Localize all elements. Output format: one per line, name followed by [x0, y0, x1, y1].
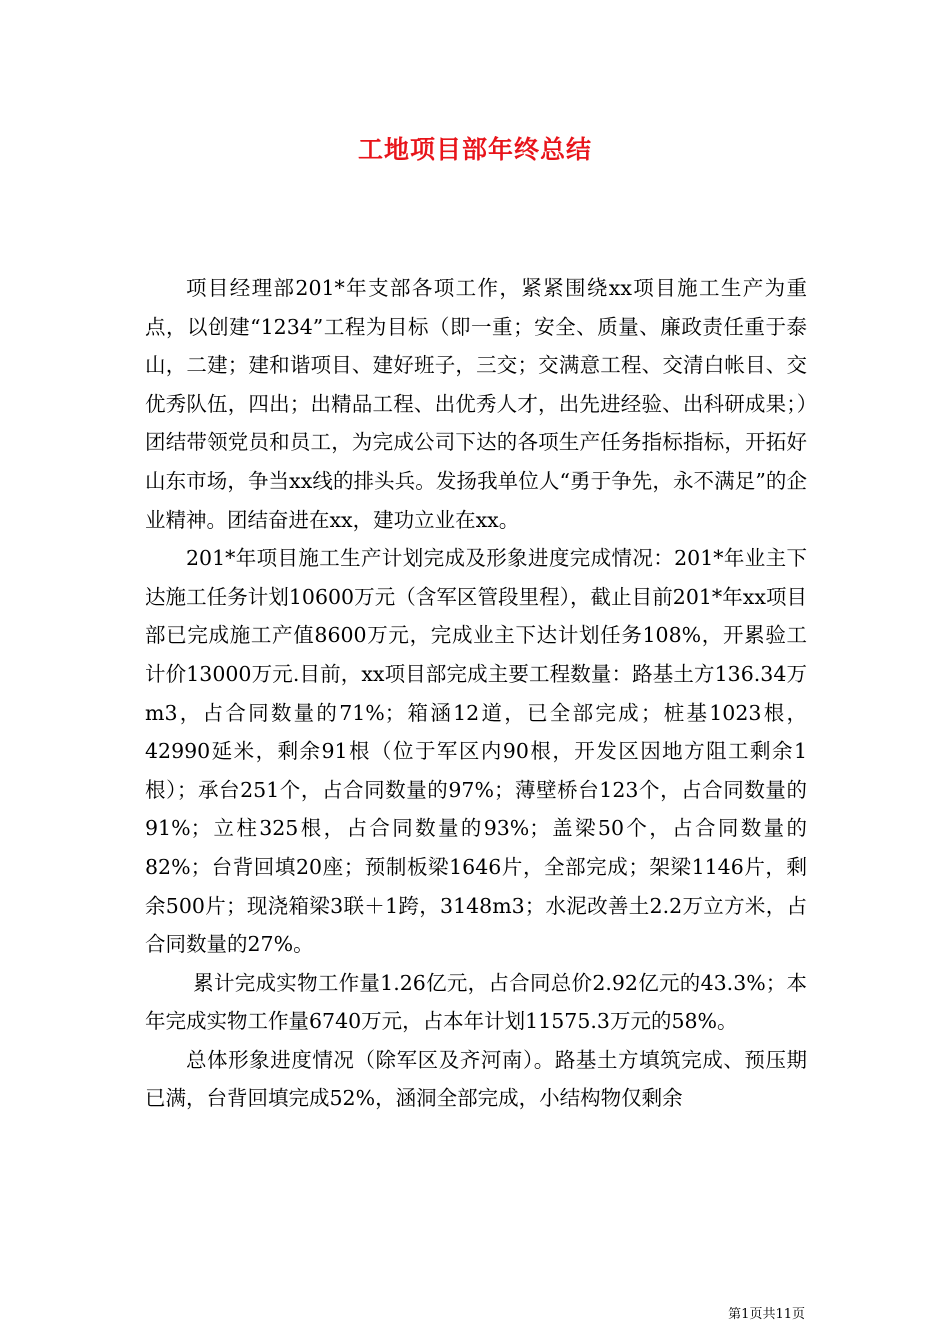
document-title: 工地项目部年终总结 — [357, 135, 592, 164]
paragraph-intro: 项目经理部201*年支部各项工作，紧紧围绕xx项目施工生产为重点，以创建“1234”工程为目标（即一重；安全、质量、廉政责任重于泰山，二建；建和谐项目、建好班子，三交；交满意工程、交清白帐目、交优秀队伍，四出；出精品工程、出优秀人才，出先进经验、出科研成果；）团结带领党员和员工，为完成公司下达的各项生产任务指标指标，开拓好山东市场，争当xx线的排头兵。发扬我单位人“勇于争先，永不满足”的企业精神。团结奋进在xx，建功立业在xx。 — [145, 276, 807, 532]
page-number-footer: 第1页共11页 — [728, 1307, 805, 1322]
paragraph-progress: 201*年项目施工生产计划完成及形象进度完成情况：201*年业主下达施工任务计划10600万元（含军区管段里程），截止目前201*年xx项目部已完成施工产值8600万元，完成业主下达计划任务108%，开累验工计价13000万元.目前，xx项目部完成主要工程数量：路基土方136.34万m3，占合同数量的71%；箱涵12道，已全部完成；桩基1023根，42990延米，剩余91根（位于军区内90根，开发区因地方阻工剩余1根）；承台251个，占合同数量的97%；薄壁桥台123个，占合同数量的91%；立柱325根，占合同数量的93%；盖梁50个，占合同数量的82%；台背回填20座；预制板梁1646片，全部完成；架梁1146片，剩余500片；现浇箱梁3联＋1跨，3148m3；水泥改善土2.2万立方米，占合同数量的27%。 — [145, 546, 807, 957]
document-body — [145, 269, 807, 1118]
paragraph-overall: 总体形象进度情况（除军区及齐河南）。路基土方填筑完成、预压期已满，台背回填完成52%，涵洞全部完成，小结构物仅剩余 — [145, 1047, 807, 1111]
paragraph-workload: 累计完成实物工作量1.26亿元，占合同总价2.92亿元的43.3%；本年完成实物工作量6740万元，占本年计划11575.3万元的58%。 — [145, 970, 807, 1034]
